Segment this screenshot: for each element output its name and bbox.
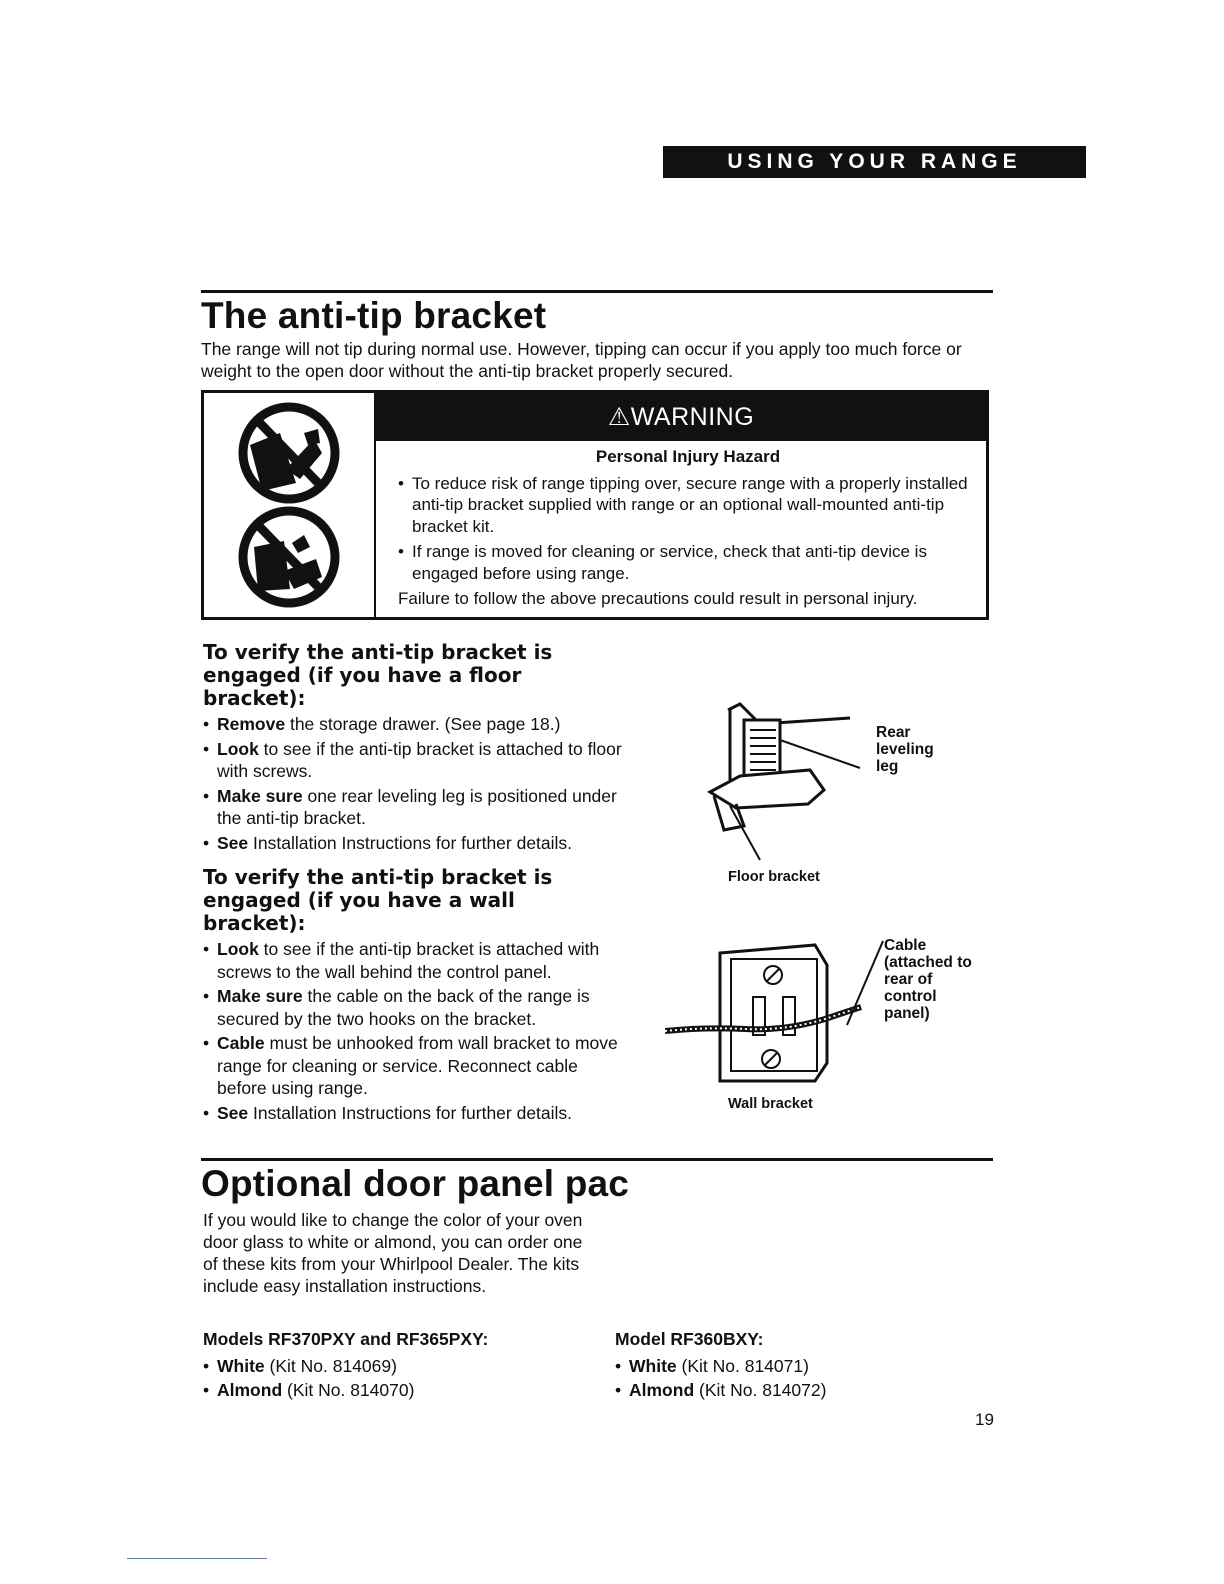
- warning-body: [398, 446, 978, 610]
- section-rule: [201, 290, 993, 293]
- models-heading: Models RF370PXY and RF365PXY:: [203, 1329, 489, 1349]
- list-item: • Cable must be unhooked from wall bracket to move range for cleaning or service. Reconnect cable before using range.: [203, 1032, 623, 1100]
- list-item: • White (Kit No. 814069): [203, 1355, 583, 1378]
- tipping-range-icon-top: [243, 407, 335, 499]
- wall-bracket-list: [203, 938, 623, 1126]
- list-item: • Look to see if the anti-tip bracket is attached with screws to the wall behind the control panel.: [203, 938, 623, 983]
- models-group-2: [615, 1328, 995, 1404]
- warning-failure-text: Failure to follow the above precautions could result in personal injury.: [398, 589, 918, 608]
- tipping-range-icon-bottom: [243, 511, 335, 603]
- warning-list: [398, 473, 978, 585]
- hazard-title: Personal Injury Hazard: [595, 447, 781, 466]
- warning-triangle-icon: ⚠: [607, 403, 631, 431]
- floor-bracket-caption: Floor bracket: [728, 869, 820, 885]
- warning-item: • If range is moved for cleaning or service, check that anti-tip device is engaged before using range.: [398, 541, 978, 584]
- no-tipping-icon: [204, 393, 374, 617]
- list-item: • Look to see if the anti-tip bracket is attached to floor with screws.: [203, 738, 623, 783]
- cable-label: Cable (attached to rear of control panel): [884, 937, 972, 1022]
- floor-bracket-illustration: [700, 700, 880, 865]
- anti-tip-intro: The range will not tip during normal use. However, tipping can occur if you apply too much force or weight to the open door without the anti-tip bracket properly secured.: [201, 339, 962, 381]
- list-item: • Make sure the cable on the back of the range is secured by the two hooks on the bracket.: [203, 985, 623, 1030]
- anti-tip-title: The anti-tip bracket: [201, 295, 547, 336]
- warning-icons: [204, 393, 376, 617]
- list-item: • See Installation Instructions for further details.: [203, 1102, 623, 1125]
- list-item: • Remove the storage drawer. (See page 18.): [203, 713, 623, 736]
- wall-bracket-illustration: [665, 935, 885, 1095]
- door-panel-title: Optional door panel pac: [201, 1163, 630, 1204]
- footer-line: [127, 1558, 267, 1559]
- list-item: • See Installation Instructions for further details.: [203, 832, 623, 855]
- wall-bracket-heading: To verify the anti-tip bracket is engaged (if you have a wall bracket):: [203, 865, 553, 935]
- page-number: 19: [975, 1410, 994, 1429]
- section-banner: USING YOUR RANGE: [663, 146, 1086, 178]
- floor-bracket-list: [203, 713, 623, 856]
- warning-header: [376, 393, 986, 441]
- door-panel-intro: If you would like to change the color of your oven door glass to white or almond, you can order one of these kits from your Whirlpool Dealer. The kits include easy installation instructions.: [203, 1210, 583, 1296]
- warning-box: [201, 390, 989, 620]
- models-heading: Model RF360BXY:: [615, 1329, 764, 1349]
- list-item: • Almond (Kit No. 814070): [203, 1379, 583, 1402]
- models-group-1: [203, 1328, 583, 1404]
- rear-leveling-leg-label: Rear leveling leg: [876, 724, 934, 775]
- list-item: • Make sure one rear leveling leg is positioned under the anti-tip bracket.: [203, 785, 623, 830]
- warning-label: WARNING: [630, 403, 755, 431]
- section-rule: [201, 1158, 993, 1161]
- warning-item: • To reduce risk of range tipping over, secure range with a properly installed anti-tip bracket supplied with range or an optional wall-mounted anti-tip bracket kit.: [398, 473, 978, 538]
- list-item: • White (Kit No. 814071): [615, 1355, 995, 1378]
- kit-list: [203, 1355, 583, 1402]
- list-item: • Almond (Kit No. 814072): [615, 1379, 995, 1402]
- wall-bracket-caption: Wall bracket: [728, 1096, 813, 1112]
- floor-bracket-heading: To verify the anti-tip bracket is engaged (if you have a floor bracket):: [203, 640, 553, 710]
- kit-list: [615, 1355, 995, 1402]
